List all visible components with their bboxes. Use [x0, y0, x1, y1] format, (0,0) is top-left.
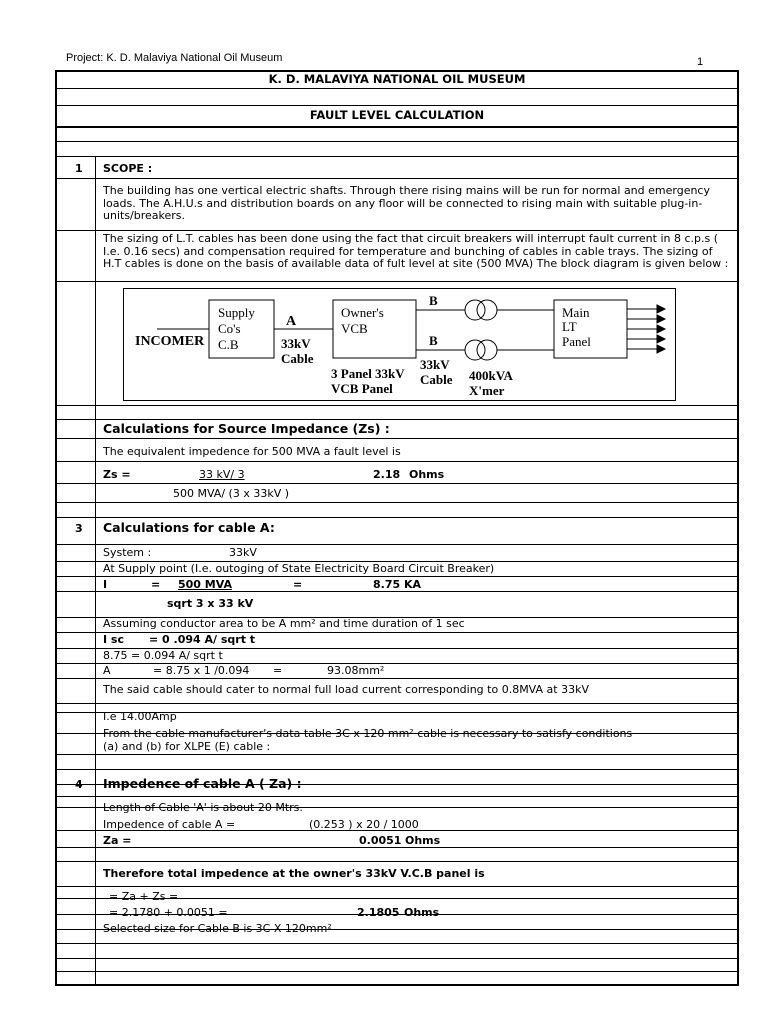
supply-label-2: Co's [218, 321, 241, 336]
document-subtitle: FAULT LEVEL CALCULATION [309, 108, 485, 122]
cable-impedance-label: Impedence of cable A = [103, 818, 236, 831]
za-value: 0.0051 [359, 834, 402, 847]
current-unit: KA [404, 578, 422, 591]
area-eq: = [273, 664, 283, 677]
transformer-upper-coil-1 [465, 300, 485, 320]
system-value: 33kV [229, 546, 257, 559]
area-label: A [103, 664, 111, 677]
supply-point-text: At Supply point (I.e. outoging of State Electricity Board Circuit Breaker) [103, 562, 495, 575]
page-number: 1 [697, 56, 704, 68]
owner-label-1: Owner's [341, 305, 384, 320]
supply-label-3: C.B [218, 337, 239, 352]
section-4-heading: Impedence of cable A ( Za) : [103, 776, 302, 791]
cable-b-upper-label: B [429, 293, 438, 308]
manufacturer-text-2: (a) and (b) for XLPE (E) cable : [103, 740, 271, 753]
current-numerator: 500 MVA [178, 578, 233, 591]
cable-impedance-expression: (0.253 ) x 20 / 1000 [309, 818, 419, 831]
cable-b-text: Cable [420, 372, 453, 387]
block-diagram [123, 288, 679, 403]
zs-unit: Ohms [409, 468, 445, 481]
cable-length-text: Length of Cable 'A' is about 20 Mtrs. [103, 801, 303, 814]
main-panel-label-2: LT [562, 319, 577, 334]
outgoing-feeder-arrows [627, 305, 665, 353]
total-impedance-heading: Therefore total impedence at the owner's 33kV V.C.B panel is [103, 867, 485, 880]
document-frame [55, 70, 739, 986]
cable-b-lower-label: B [429, 333, 438, 348]
section-3-number: 3 [75, 522, 83, 535]
incomer-label: INCOMER [135, 334, 205, 349]
current-eq-1: = [151, 578, 161, 591]
total-value: 2.1805 [357, 906, 400, 919]
assumption-text: Assuming conductor area to be A mm² and time duration of 1 sec [103, 617, 465, 630]
current-label: I [103, 578, 108, 591]
source-impedance-heading: Calculations for Source Impedance (Zs) : [103, 421, 390, 436]
isc-expression: = 0 .094 A/ sqrt t [149, 633, 256, 646]
current-denominator: sqrt 3 x 33 kV [167, 597, 254, 610]
za-label: Za = [103, 834, 132, 847]
section-3-heading: Calculations for cable A: [103, 520, 275, 535]
system-label: System : [103, 546, 152, 559]
project-header: Project: K. D. Malaviya National Oil Museum [66, 52, 283, 64]
current-value: 8.75 [373, 578, 401, 591]
vcb-panel-label-1: 3 Panel 33kV [331, 366, 405, 381]
section-1-number: 1 [75, 162, 83, 175]
zs-numerator: 33 kV/ 3 [199, 468, 245, 481]
full-load-current: I.e 14.00Amp [103, 710, 177, 723]
cable-a-label: A [286, 314, 297, 329]
main-panel-label-1: Main [562, 305, 590, 320]
source-intro: The equivalent impedence for 500 MVA a fault level is [103, 445, 401, 458]
isc-substitution: 8.75 = 0.094 A/ sqrt t [103, 649, 223, 662]
zs-denominator: 500 MVA/ (3 x 33kV ) [173, 487, 290, 500]
owner-label-2: VCB [341, 321, 368, 336]
total-formula: = Za + Zs = [109, 890, 179, 903]
main-panel-label-3: Panel [562, 334, 591, 349]
area-value: 93.08mm² [327, 664, 385, 677]
document-title: K. D. MALAVIYA NATIONAL OIL MUSEUM [268, 72, 526, 86]
transformer-lower-coil-1 [465, 340, 485, 360]
zs-label: Zs = [103, 468, 131, 481]
section-1-heading: SCOPE : [103, 162, 153, 175]
scope-paragraph-1: The building has one vertical electric shafts. Through there rising mains will be run for normal and emergency loads. The A.H.U.s and distribution boards on any floor will be connected to rising main with suitable plug-in-units/breakers. [103, 185, 710, 222]
isc-label: I sc [103, 633, 124, 646]
current-eq-2: = [293, 578, 303, 591]
transformer-rating: 400kVA [469, 368, 513, 383]
transformer-lower-coil-2 [477, 340, 497, 360]
cable-a-text: Cable [281, 351, 314, 366]
scope-paragraph-2: The sizing of L.T. cables has been done using the fact that circuit breakers will interrupt fault current in 8 c.p.s ( I.e. 0.16 secs) and compensation required for temperature and bunching of cables in cable trays. The sizing of H.T cables is done on the basis of available data of fult level at site (500 MVA) The block diagram is given below : [103, 233, 729, 270]
selected-cable-text: Selected size for Cable B is 3C X 120mm² [103, 922, 332, 935]
transformer-label: X'mer [469, 383, 505, 398]
transformer-upper-coil-2 [477, 300, 497, 320]
za-unit: Ohms [405, 834, 441, 847]
full-load-text: The said cable should cater to normal full load current corresponding to 0.8MVA at 33kV [103, 683, 589, 696]
vcb-panel-label-2: VCB Panel [331, 381, 393, 396]
area-expression: = 8.75 x 1 /0.094 [153, 664, 250, 677]
cable-b-volt: 33kV [420, 357, 450, 372]
total-substitution: = 2.1780 + 0.0051 = [109, 906, 228, 919]
zs-value: 2.18 [373, 468, 401, 481]
cable-a-volt: 33kV [281, 336, 311, 351]
supply-label-1: Supply [218, 305, 255, 320]
diagram-border [124, 289, 676, 401]
section-4-number: 4 [75, 778, 83, 791]
total-unit: Ohms [404, 906, 440, 919]
manufacturer-text-1: From the cable manufacturer's data table 3C x 120 mm² cable is necessary to satisfy conditions [103, 727, 633, 740]
